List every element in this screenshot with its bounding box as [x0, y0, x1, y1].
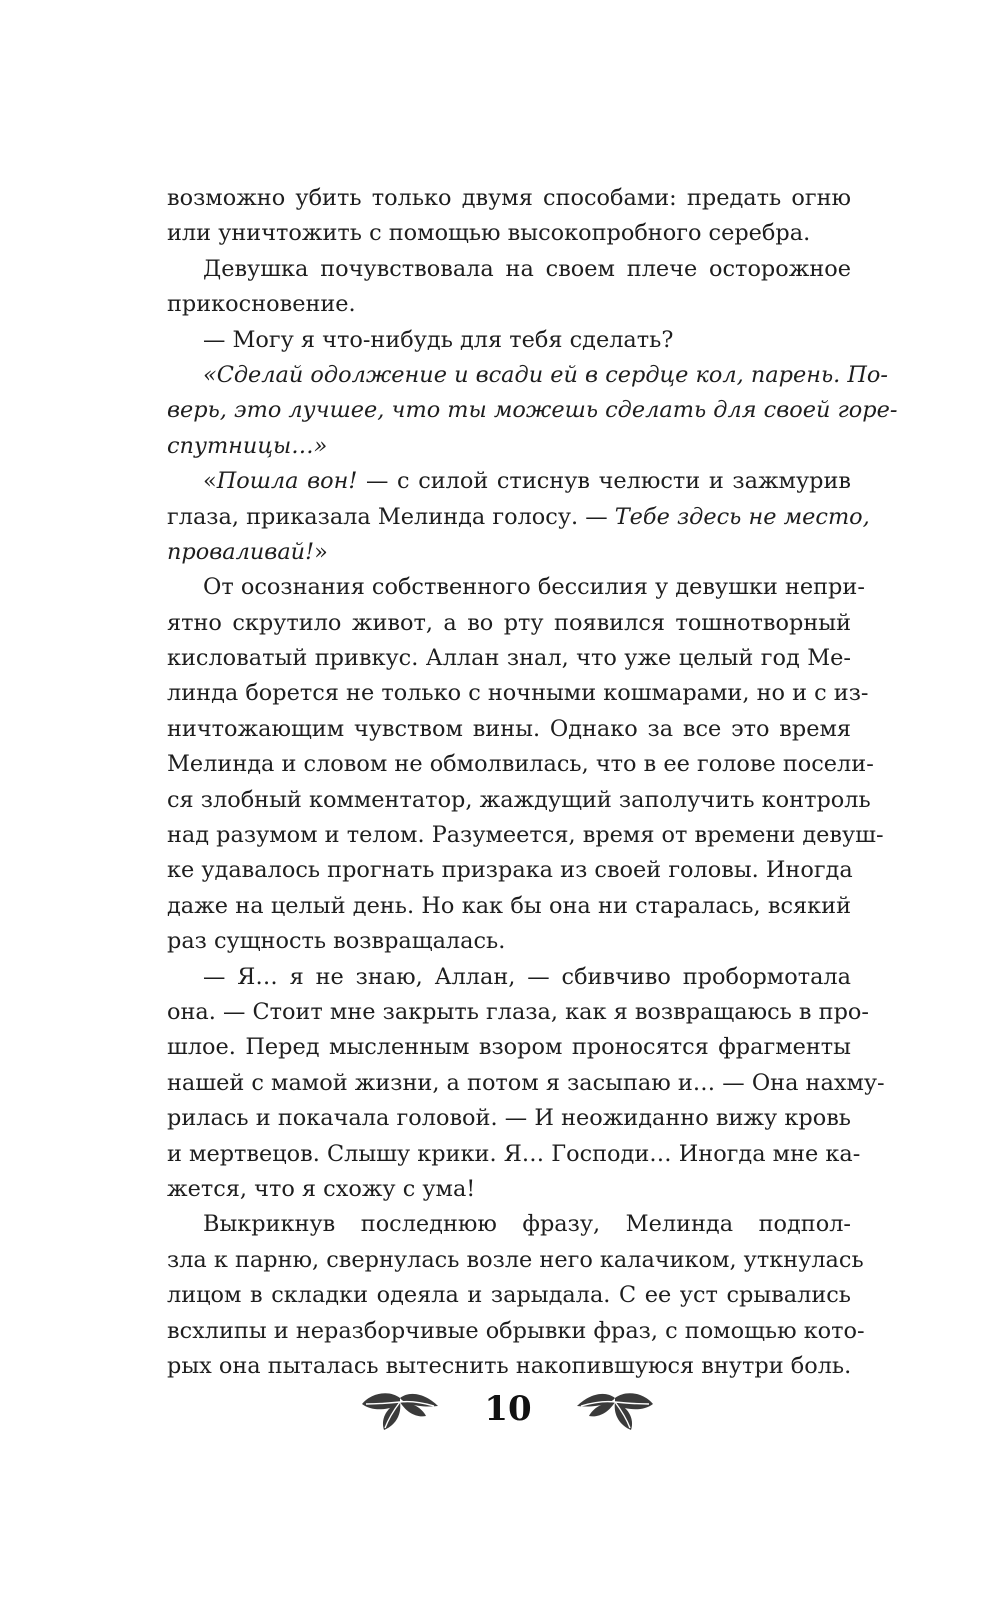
text-line: верь, это лучшее, что ты можешь сделать для своей горе-: [167, 397, 898, 424]
text-line: Выкрикнув последнюю фразу, Мелинда подпол-: [203, 1211, 851, 1238]
text-line: глаза, приказала Мелинда голосу. — Тебе здесь не место,: [167, 503, 870, 530]
page-number: 10: [484, 1389, 532, 1429]
text-line: лицом в складки одеяла и зарыдала. С ее уст срывались: [167, 1282, 851, 1309]
text-line: она. — Стоит мне закрыть глаза, как я возвращаюсь в про-: [167, 998, 869, 1025]
body-text: [167, 181, 898, 1384]
text-line: ся злобный комментатор, жаждущий заполучить контроль: [167, 786, 871, 813]
text-line: шлое. Перед мысленным взором проносятся фрагменты: [167, 1034, 851, 1061]
text-line: над разумом и телом. Разумеется, время от времени девуш-: [167, 822, 884, 849]
text-line: кисловатый привкус. Аллан знал, что уже целый год Ме-: [167, 645, 851, 672]
text-line: Девушка почувствовала на своем плече осторожное: [203, 255, 851, 282]
text-line: линда борется не только с ночными кошмарами, но и с из-: [167, 680, 869, 707]
text-line: раз сущность возвращалась.: [167, 928, 506, 955]
text-line: От осознания собственного бессилия у девушки непри-: [203, 574, 865, 601]
text-line: «Пошла вон! — с силой стиснув челюсти и зажмурив: [203, 468, 851, 495]
text-line: ке удавалось прогнать призрака из своей головы. Иногда: [167, 857, 853, 884]
text-line: Мелинда и словом не обмолвилась, что в ее голове посели-: [167, 751, 874, 778]
text-line: — Я… я не знаю, Аллан, — сбивчиво пробормотала: [203, 963, 851, 990]
text-line: спутницы…»: [167, 432, 328, 459]
text-line: или уничтожить с помощью высокопробного серебра.: [167, 220, 811, 247]
text-line: нашей с мамой жизни, а потом я засыпаю и… — Она нахму-: [167, 1069, 885, 1096]
text-line: рых она пыталась вытеснить накопившуюся внутри боль.: [167, 1352, 852, 1379]
leaf-ornament-icon: [575, 1384, 655, 1440]
text-line: всхлипы и неразборчивые обрывки фраз, с помощью кото-: [167, 1317, 865, 1344]
text-line: прикосновение.: [167, 291, 356, 318]
text-line: проваливай!»: [167, 538, 328, 565]
page-footer: [0, 1376, 1000, 1446]
text-line: рилась и покачала головой. — И неожиданно вижу кровь: [167, 1105, 851, 1132]
text-line: даже на целый день. Но как бы она ни старалась, всякий: [167, 892, 851, 919]
text-line: зла к парню, свернулась возле него калачиком, уткнулась: [167, 1246, 864, 1273]
text-line: «Сделай одолжение и всади ей в сердце кол, парень. По-: [203, 361, 888, 388]
leaf-ornament-icon: [360, 1384, 440, 1440]
text-line: ятно скрутило живот, а во рту появился тошнотворный: [167, 609, 851, 636]
text-line: жется, что я схожу с ума!: [167, 1175, 476, 1202]
text-line: ничтожающим чувством вины. Однако за все это время: [167, 715, 851, 742]
text-line: возможно убить только двумя способами: предать огню: [167, 185, 851, 211]
text-line: и мертвецов. Слышу крики. Я… Господи… Иногда мне ка-: [167, 1140, 861, 1167]
text-line: — Могу я что-нибудь для тебя сделать?: [203, 326, 674, 353]
